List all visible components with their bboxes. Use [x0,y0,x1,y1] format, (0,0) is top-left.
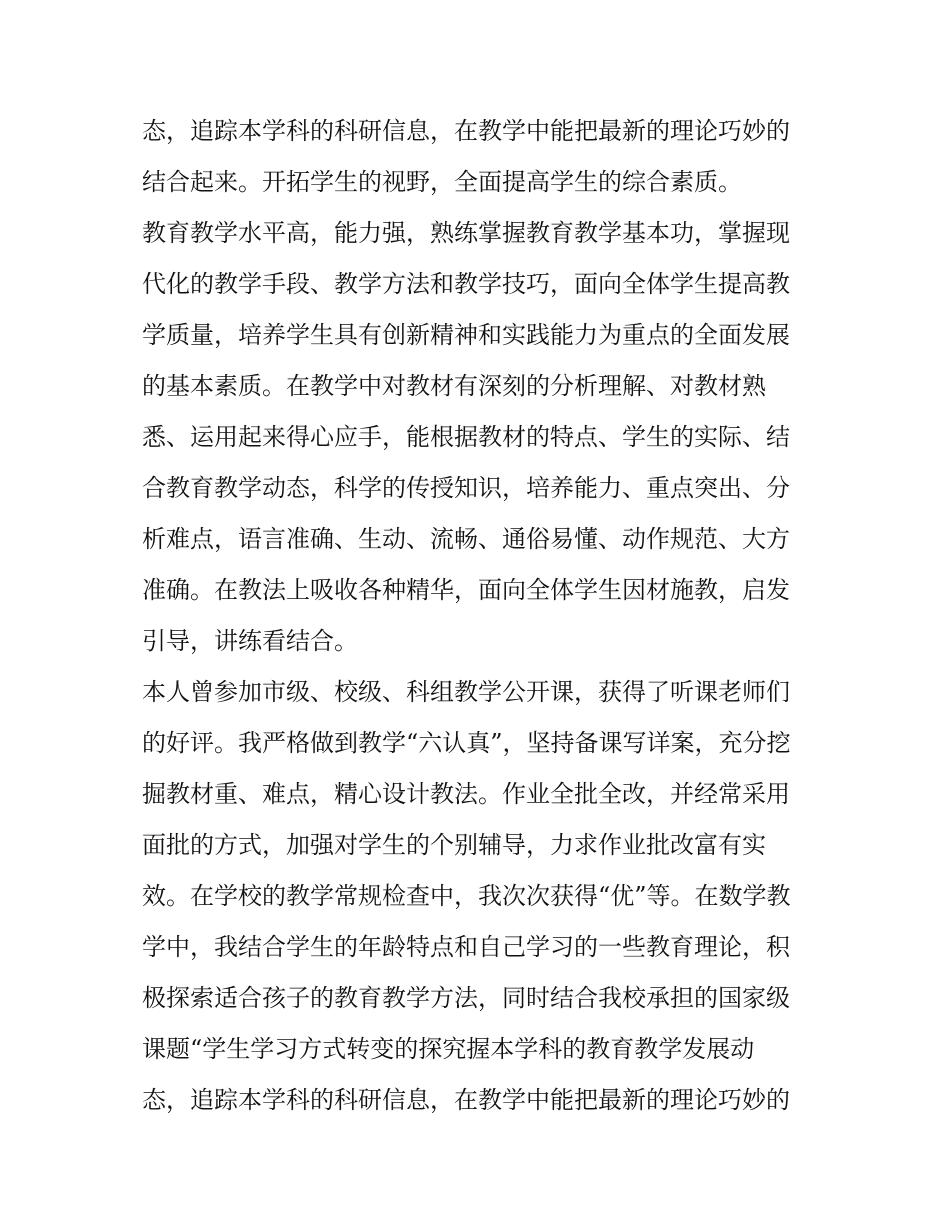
text-line: 课题“学生学习方式转变的探究握本学科的教育教学发展动 [142,1035,755,1063]
text-line: 合教育教学动态，科学的传授知识，培养能力、重点突出、分 [142,474,790,502]
text-line: 学中，我结合学生的年龄特点和自己学习的一些教育理论，积 [142,933,790,961]
text-line: 析难点，语言准确、生动、流畅、通俗易懂、动作规范、大方 [142,525,790,553]
text-line: 的基本素质。在教学中对教材有深刻的分析理解、对教材熟 [142,372,766,400]
text-line: 代化的教学手段、教学方法和教学技巧，面向全体学生提高教 [142,270,790,298]
text-line: 掘教材重、难点，精心设计教法。作业全批全改，并经常采用 [142,780,790,808]
text-line: 面批的方式，加强对学生的个别辅导，力求作业批改富有实 [142,831,766,859]
text-line: 态，追踪本学科的科研信息，在教学中能把最新的理论巧妙的 [142,117,790,145]
text-line: 教育教学水平高，能力强，熟练掌握教育教学基本功，掌握现 [142,219,790,247]
text-line: 悉、运用起来得心应手，能根据教材的特点、学生的实际、结 [142,423,790,451]
text-line: 态，追踪本学科的科研信息，在教学中能把最新的理论巧妙的 [142,1086,790,1114]
text-line: 引导，讲练看结合。 [142,627,358,655]
text-line: 的好评。我严格做到教学“六认真”，坚持备课写详案，充分挖 [142,729,791,757]
document-body [142,106,822,1126]
text-line: 极探索适合孩子的教育教学方法，同时结合我校承担的国家级 [142,984,790,1012]
text-line: 效。在学校的教学常规检查中，我次次获得“优”等。在数学教 [142,882,791,910]
text-line: 本人曾参加市级、校级、科组教学公开课，获得了听课老师们 [142,678,790,706]
text-line: 结合起来。开拓学生的视野，全面提高学生的综合素质。 [142,168,742,196]
text-line: 准确。在教法上吸收各种精华，面向全体学生因材施教，启发 [142,576,790,604]
text-line: 学质量，培养学生具有创新精神和实践能力为重点的全面发展 [142,321,790,349]
